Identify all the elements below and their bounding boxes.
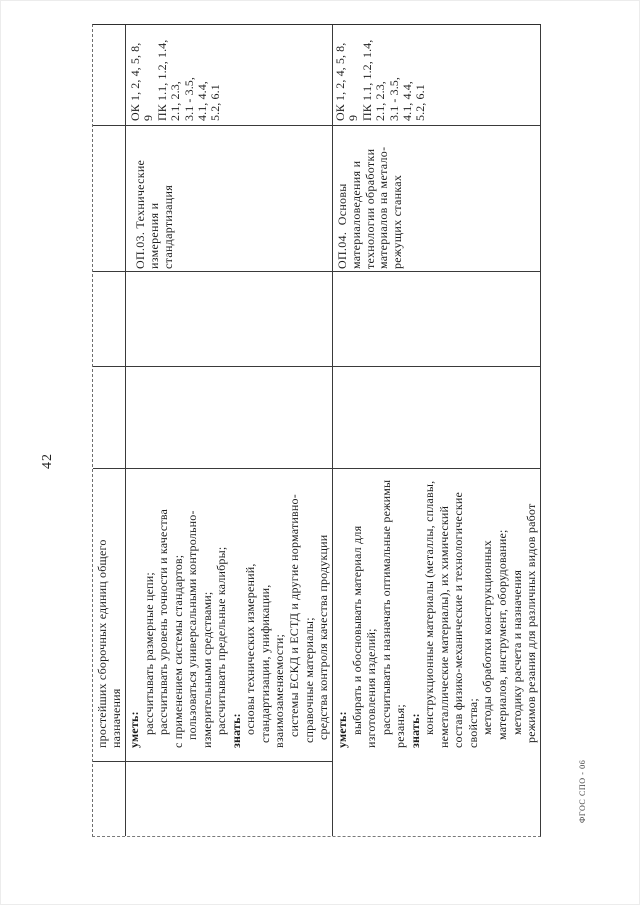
text-line: 9: [346, 114, 361, 121]
grid-line-col-discipline: [93, 125, 540, 126]
text-line: 5.2, 6.1: [208, 84, 223, 121]
text-line: уметь:: [335, 711, 349, 748]
requirements-cell-op04: [335, 469, 539, 748]
text-line: выбирать и обосновывать материал для: [349, 525, 364, 735]
text-line: материалов на метало-: [376, 146, 391, 269]
text-line: справочные материалы;: [301, 617, 316, 743]
doc-code-footer: ФГОС СПО - 06: [578, 759, 587, 823]
requirements-cell-continuation: [95, 469, 123, 748]
text-line: режущих станках: [390, 174, 405, 269]
text-line: стандартизации, унификации,: [257, 584, 272, 743]
text-line: основы технических измерений,: [243, 563, 258, 735]
text-line: свойства;: [465, 698, 480, 748]
text-line: рассчитывать и назначать оптимальные режимы: [378, 479, 393, 735]
grid-line-col-hours-2: [93, 271, 540, 272]
text-line: 2.1, 2.3,: [373, 81, 388, 121]
text-line: материалов, инструмент, оборудование;: [495, 529, 510, 740]
text-line: с применением системы стандартов;: [170, 554, 185, 748]
text-line: ПК 1.1, 1.2, 1.4,: [359, 39, 374, 121]
text-line: ОК 1, 2, 4, 5, 8,: [333, 42, 347, 121]
discipline-cell-op04: [336, 129, 405, 269]
text-line: рассчитывать размерные цепи;: [141, 572, 156, 735]
text-line: конструкционные материалы (металлы, сплавы,: [422, 480, 437, 735]
text-line: рассчитывать уровень точности и качества: [156, 508, 171, 735]
codes-cell-op03: [129, 25, 223, 121]
text-line: назначения: [109, 688, 123, 748]
text-line: стандартизация: [161, 184, 175, 269]
text-line: 2.1, 2.3,: [168, 81, 183, 121]
text-line: 4.1, 4.4,: [194, 81, 209, 121]
grid-line-row-continuation: [125, 25, 126, 836]
text-line: 3.1 - 3.5,: [181, 77, 196, 121]
text-line: пользоваться универсальными контрольно-: [185, 510, 200, 740]
text-line: знать:: [228, 713, 243, 748]
curriculum-requirements-table: [92, 24, 541, 837]
text-line: неметаллические материалы), их химический: [436, 505, 451, 748]
requirements-cell-op03: [127, 469, 331, 748]
text-line: уметь:: [127, 711, 141, 748]
text-line: средства контроля качества продукции: [316, 534, 331, 740]
text-line: ОП.03. Технические: [133, 159, 147, 269]
text-line: рассчитывать предельные калибры;: [214, 546, 229, 735]
text-line: системы ЕСКД и ЕСТД и другие нормативно-: [287, 494, 302, 737]
codes-cell-op04: [334, 25, 428, 121]
grid-line-row-op03-op04: [332, 25, 333, 836]
text-line: 3.1 - 3.5,: [386, 77, 401, 121]
text-line: режимов резания для различных видов работ: [524, 503, 539, 743]
text-line: резанья;: [393, 704, 408, 748]
text-line: взаимозаменяемости;: [272, 633, 287, 748]
page-number: 42: [40, 453, 55, 469]
discipline-cell-op03: [133, 129, 175, 269]
text-line: ОК 1, 2, 4, 5, 8,: [128, 42, 142, 121]
text-line: методы обработки конструкционных: [480, 540, 495, 735]
text-line: ПК 1.1, 1.2, 1.4,: [154, 39, 169, 121]
text-line: ОП.04. Основы: [335, 183, 349, 269]
text-line: технологии обработки: [362, 148, 377, 269]
text-line: простейших сборочных единиц общего: [95, 539, 109, 748]
grid-line-col-hours-1: [93, 366, 540, 367]
text-line: материаловедения и: [348, 160, 363, 269]
text-line: методику расчета и назначения: [509, 569, 524, 735]
grid-line-col-index: [93, 761, 332, 762]
text-line: измерительными средствами;: [199, 591, 214, 748]
text-line: знать:: [407, 713, 422, 748]
text-line: 4.1, 4.4,: [399, 81, 414, 121]
text-line: изготовления изделий;: [364, 628, 379, 748]
text-line: 5.2, 6.1: [413, 84, 428, 121]
text-line: 9: [141, 114, 156, 121]
text-line: измерения и: [147, 202, 161, 269]
text-line: состав физико-механические и технологические: [451, 491, 466, 748]
